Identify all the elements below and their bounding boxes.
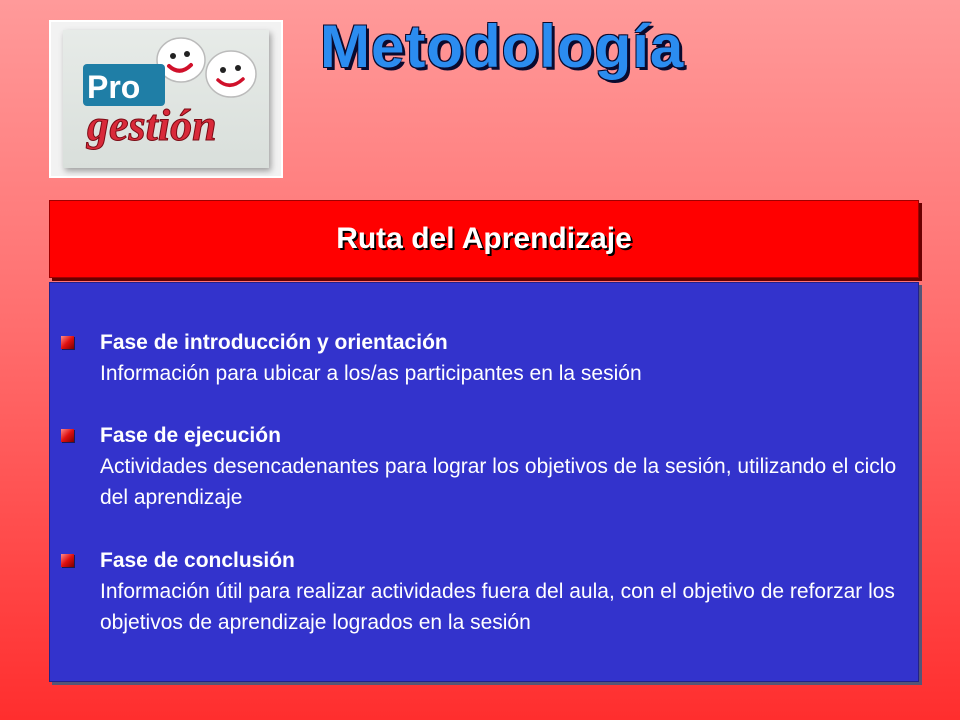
section-banner [49, 200, 919, 278]
logo-prefix-text: Pro [87, 69, 141, 105]
phase-title: Fase de introducción y orientación [100, 331, 448, 354]
bullet-square-icon [61, 336, 74, 349]
logo-frame [49, 20, 283, 178]
phase-item-introduction [100, 327, 900, 389]
phase-item-execution [100, 420, 900, 513]
phase-description: Actividades desencadenantes para lograr los objetivos de la sesión, utilizando el ciclo del aprendizaje [100, 455, 897, 509]
logo-name-text: gestión [87, 101, 217, 150]
bullet-square-icon [61, 554, 74, 567]
phase-description: Información para ubicar a los/as participantes en la sesión [100, 362, 642, 385]
bullet-square-icon [61, 429, 74, 442]
logo-graphic [63, 30, 269, 168]
phase-title: Fase de ejecución [100, 424, 281, 447]
banner-title: Ruta del Aprendizaje [336, 222, 632, 255]
page-title: Metodología [320, 13, 685, 80]
phase-title: Fase de conclusión [100, 549, 295, 572]
phases-panel [49, 282, 919, 682]
phase-item-conclusion [100, 545, 900, 638]
phase-description: Información útil para realizar actividades fuera del aula, con el objetivo de reforzar los objetivos de aprendizaje logrados en la sesión [100, 580, 895, 634]
progestion-logo [63, 30, 269, 168]
